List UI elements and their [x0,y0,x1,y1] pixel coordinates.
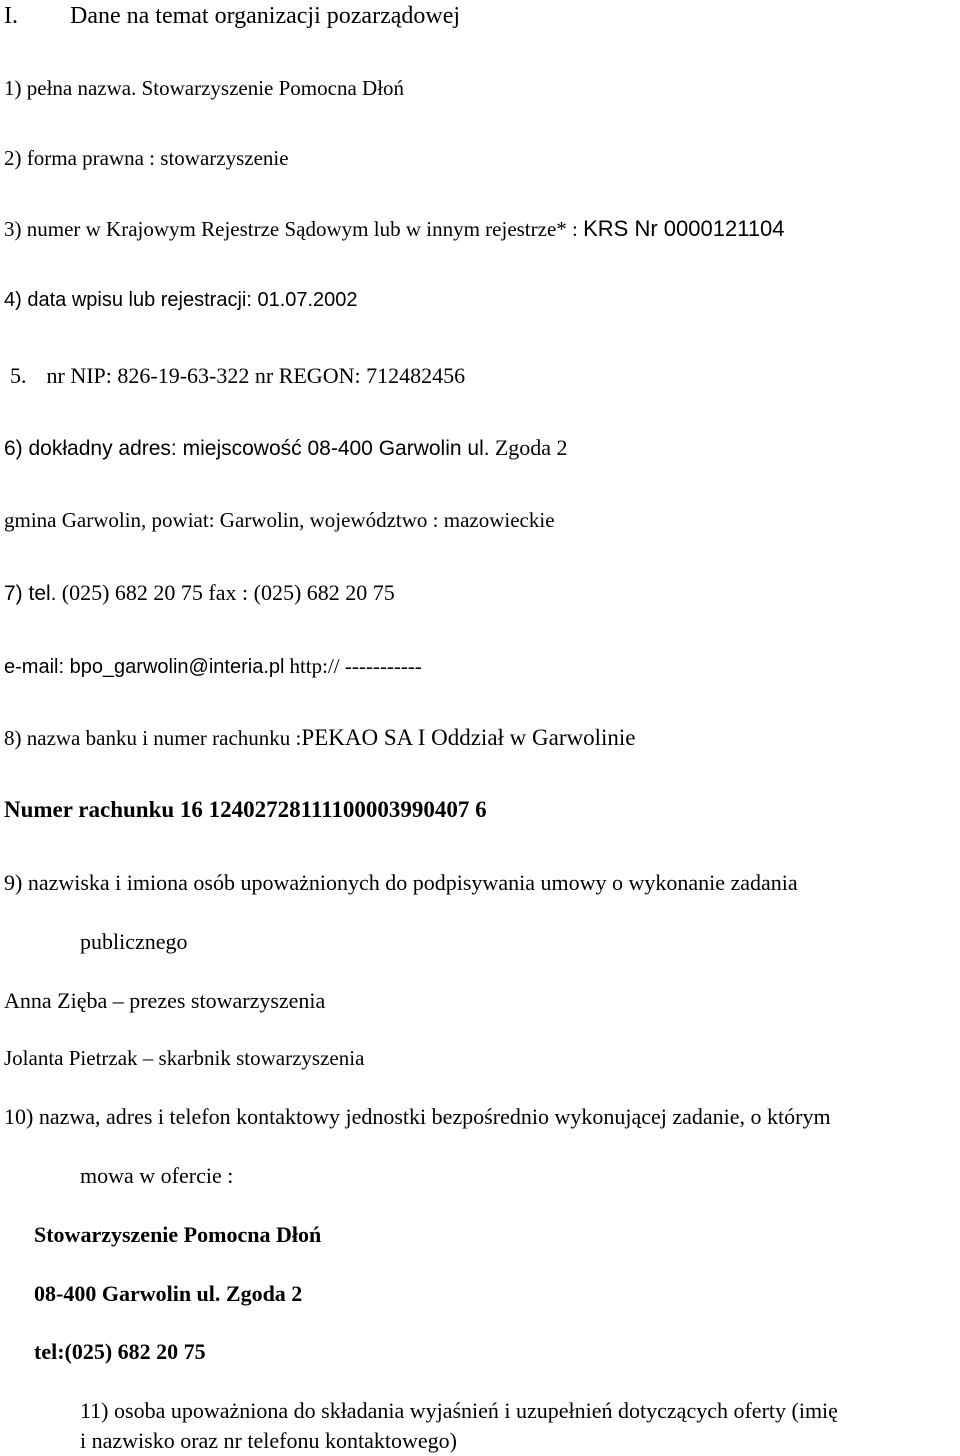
nip-regon-value: nr NIP: 826-19-63-322 nr REGON: 712482456 [46,363,466,388]
unit-label: 10) nazwa, adres i telefon kontaktowy jednostki bezpośrednio wykonującej zadanie, o którym [4,1104,831,1129]
http-value: http:// ----------- [289,654,422,678]
nip-regon-line [4,365,465,387]
signatories-label: 9) nazwiska i imiona osób upoważnionych do podpisywania umowy o wykonanie zadania [4,870,798,895]
unit-address: 08-400 Garwolin ul. Zgoda 2 [34,1281,303,1306]
section-title: Dane na temat organizacji pozarządowej [70,3,461,29]
register-label: 3) numer w Krajowym Rejestrze Sądowym lub w innym rejestrze* : [4,217,578,241]
email-line [4,656,422,677]
section-heading [4,4,460,28]
account-number-line: Numer rachunku 16 12402728111100003990407 6 [4,797,487,822]
phone-label: 7) tel. [4,582,57,605]
address-region-line: gmina Garwolin, powiat: Garwolin, województwo : mazowieckie [4,508,555,532]
register-value: KRS Nr 0000121104 [583,216,785,241]
address-label: 6) dokładny adres: miejscowość 08-400 Garwolin ul. [4,437,490,460]
bank-name: PEKAO SA I Oddział w Garwolinie [301,725,636,750]
bank-line [4,726,636,749]
unit-phone: tel:(025) 682 20 75 [34,1339,206,1364]
bank-label: 8) nazwa banku i numer rachunku : [4,726,302,750]
contact-person-label-cont: i nazwisko oraz nr telefonu kontaktowego) [80,1428,457,1453]
email-label: e-mail: bpo_garwolin@interia.pl [4,656,285,678]
nip-number: 5. [10,363,27,388]
contact-person-label: 11) osoba upoważniona do składania wyjaśnień i uzupełnień dotyczących oferty (imię [80,1398,838,1423]
register-line [4,218,785,240]
full-name-line: 1) pełna nazwa. Stowarzyszenie Pomocna Dłoń [4,76,405,100]
unit-name: Stowarzyszenie Pomocna Dłoń [34,1222,322,1247]
phone-line [4,582,395,604]
section-number: I. [4,3,18,29]
unit-label-cont: mowa w ofercie : [80,1163,234,1188]
signatory-1: Anna Zięba – prezes stowarzyszenia [4,988,326,1013]
signatories-label-cont: publicznego [80,929,188,954]
signatory-2: Jolanta Pietrzak – skarbnik stowarzyszenia [4,1046,365,1070]
registration-date-line: 4) data wpisu lub rejestracji: 01.07.2002 [4,289,358,311]
address-street: Zgoda 2 [494,435,568,460]
address-line [4,437,568,459]
legal-form-line: 2) forma prawna : stowarzyszenie [4,146,289,170]
phone-fax-value: (025) 682 20 75 fax : (025) 682 20 75 [61,580,395,605]
